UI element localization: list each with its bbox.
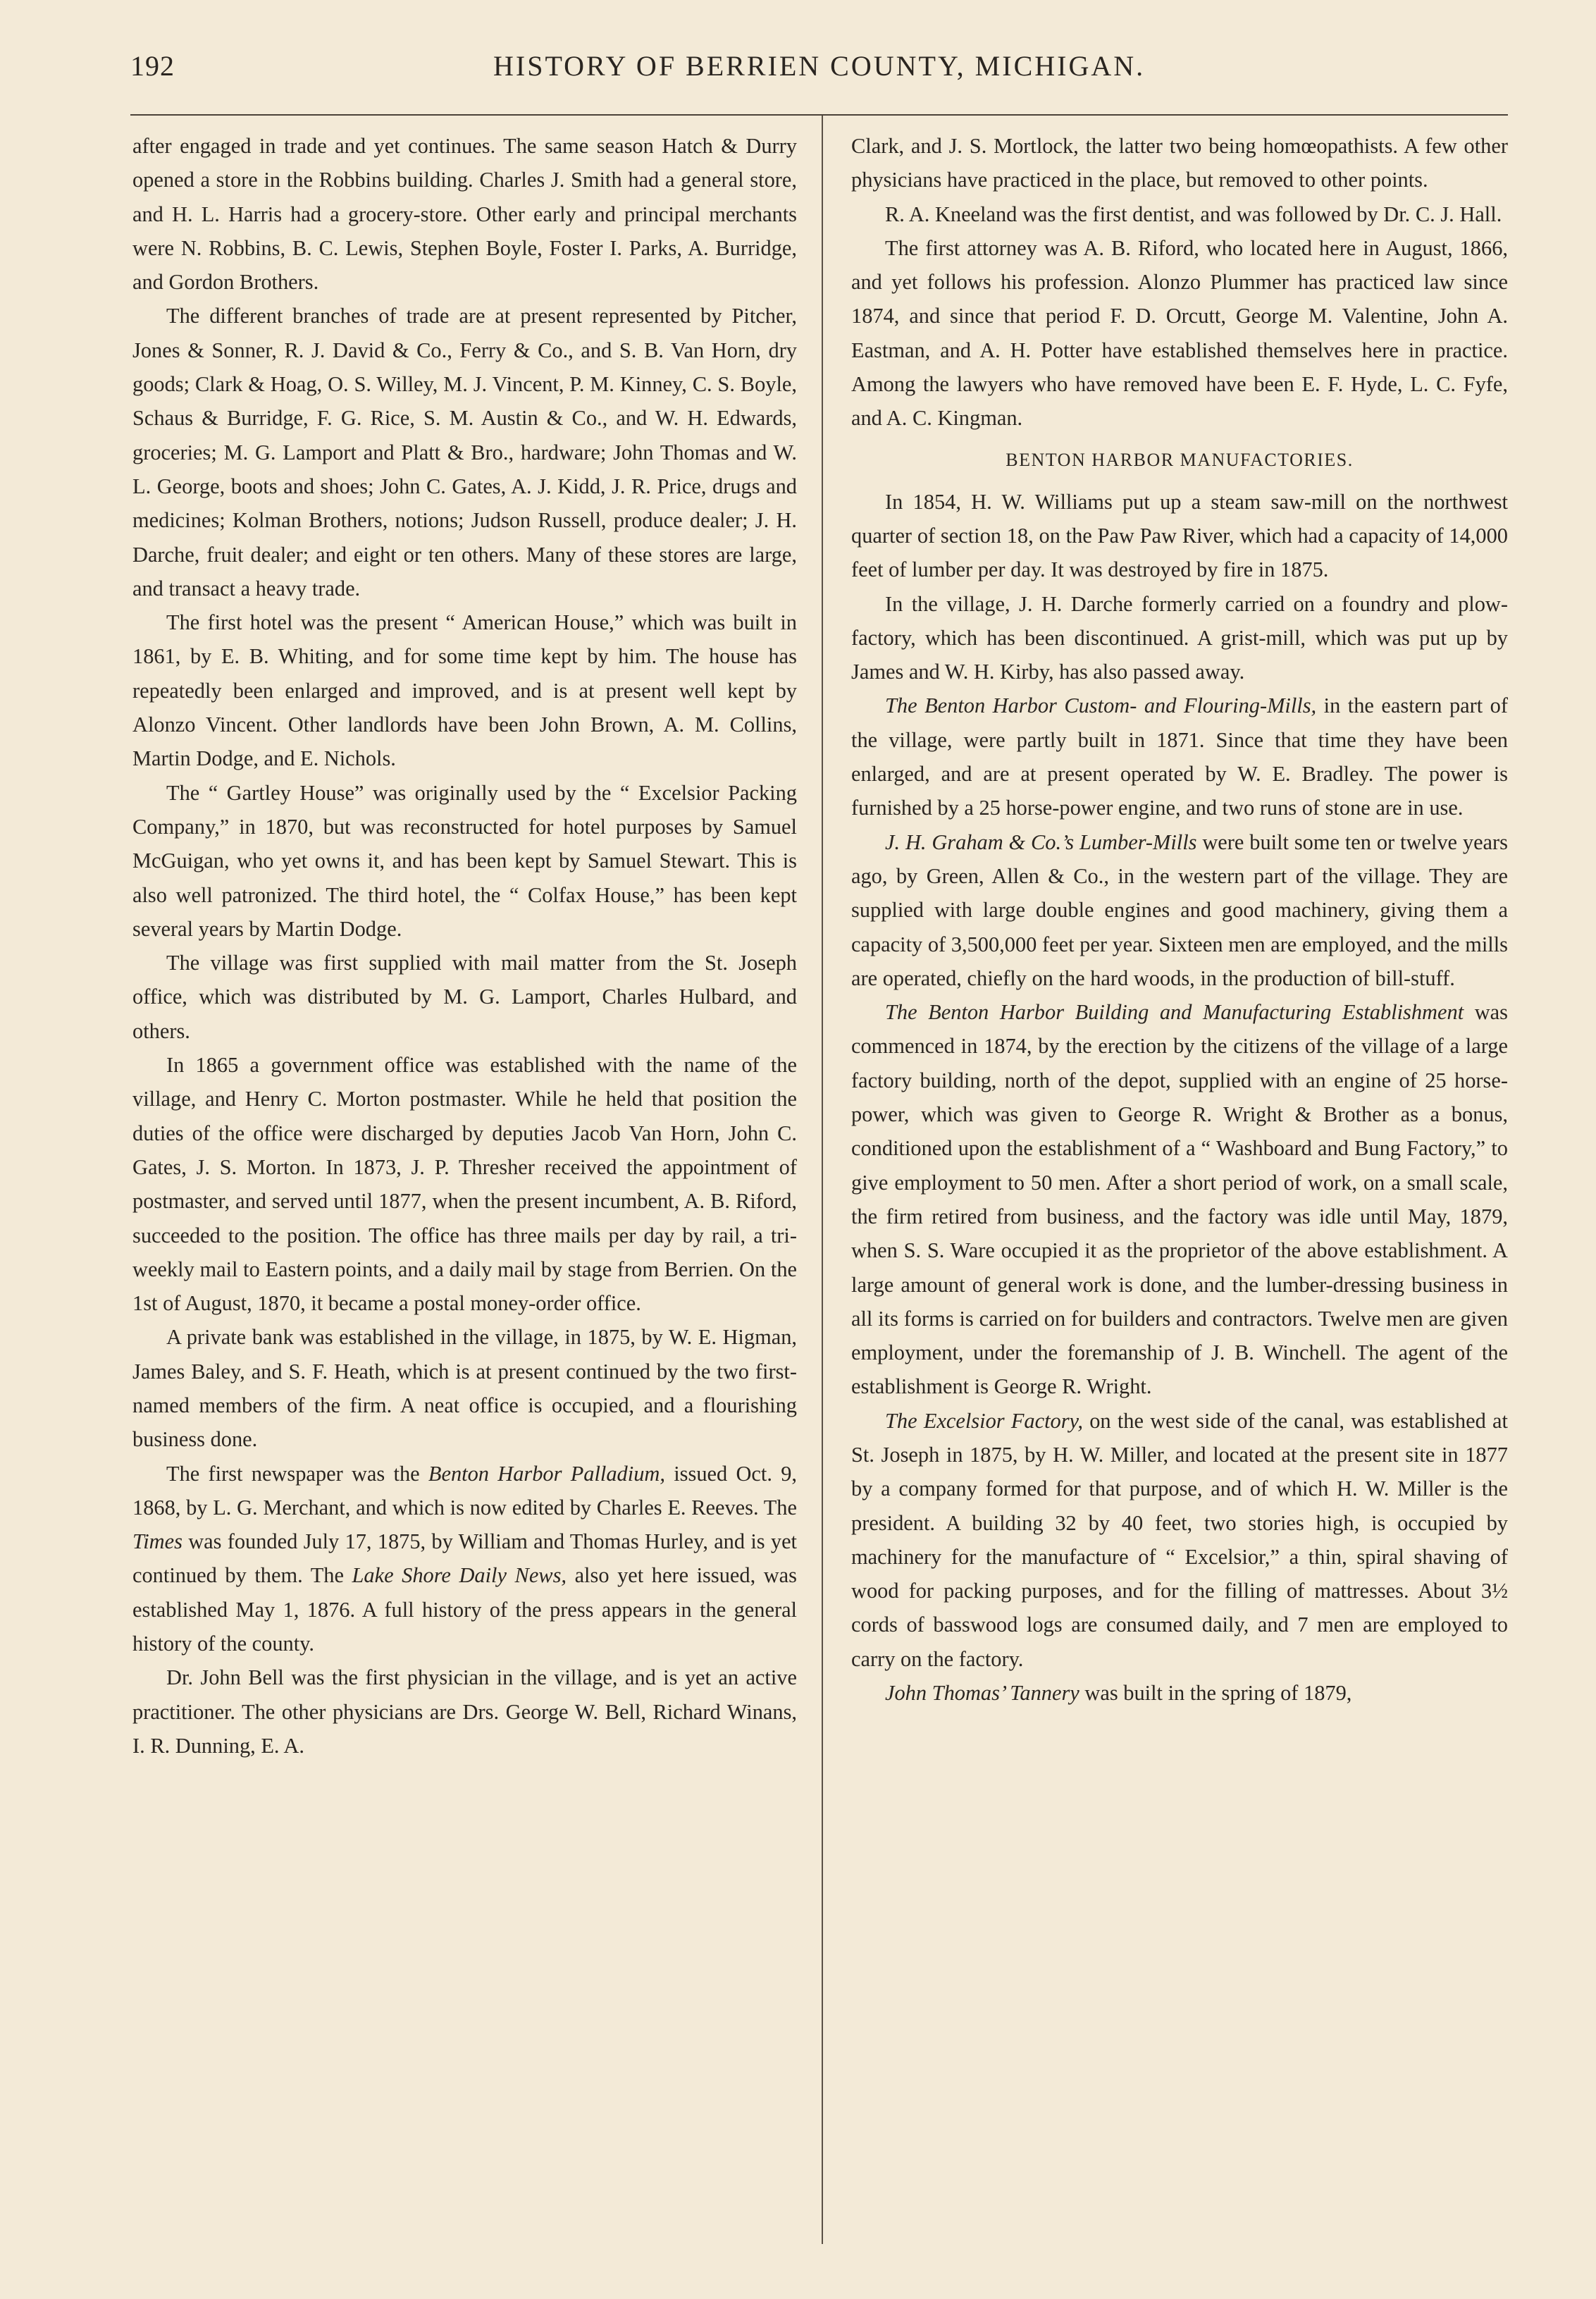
paragraph <box>851 689 1508 825</box>
paragraph <box>851 1404 1508 1676</box>
establishment-name: The Benton Harbor Building and Manufacturing Establishment <box>885 1000 1464 1025</box>
running-title: HISTORY OF BERRIEN COUNTY, MICHIGAN. <box>493 50 1146 82</box>
paragraph: In the village, J. H. Darche formerly carried on a foundry and plow-factory, which has been discontinued. A grist-mill, which was put up by James and W. H. Kirby, has also passed away. <box>851 591 1508 684</box>
text: issued Oct. 9, 1868, by L. G. Merchant, and which is now edited by Charles E. Reeves. The <box>132 1461 798 1520</box>
mill-name: J. H. Graham & Co.’s Lumber-Mills <box>885 830 1197 854</box>
column-divider <box>822 116 823 2244</box>
text: were built some ten or twelve years ago, by Green, Allen & Co., in the western part of the village. They are supplied with large double engines and good machinery, giving them a capacity of 3,500,000 feet per year. Sixteen men are employed, and the mills are operated, chiefly on the hard woods, in the production of bill-stuff. <box>851 830 1508 990</box>
paragraph: The village was first supplied with mail matter from the St. Joseph office, which was distributed by M. G. Lamport, Charles Hulbard, and others. <box>132 951 797 1043</box>
paragraph: The different branches of trade are at present represented by Pitcher, Jones & Sonner, R. J. David & Co., Ferry & Co., and S. B. Van Horn, dry goods; Clark & Hoag, O. S. Willey, M. J. Vincent, P. M. Kinney, C. S. Boyle, Schaus & Burridge, F. G. Rice, S. M. Austin & Co., and W. H. Edwards, groceries; M. G. Lamport and Platt & Bro., hardware; John Thomas and W. L. George, boots and shoes; John C. Gates, A. J. Kidd, J. R. Price, drugs and medicines; Kolman Brothers, notions; Judson Russell, produce dealer; J. H. Darche, fruit dealer; and eight or ten others. Many of these stores are large, and transact a heavy trade. <box>132 304 797 600</box>
paragraph-newspapers <box>132 1457 797 1661</box>
text: also yet here issued, was established May 1, 1876. A full history of the press appears in the general history of the county. <box>132 1563 798 1656</box>
text: was commenced in 1874, by the erection by the citizens of the village of a large factory building, north of the depot, supplied with an engine of 25 horse-power, which was given to George R. Wright & Brother as a bonus, conditioned upon the establishment of a “ Washboard and Bung Factory,” to give employment to 50 men. After a short period of work, on a small scale, the firm retired from business, and the factory was idle until May, 1879, when S. S. Ware occupied it as the proprietor of the above establishment. A large amount of general work is done, and the lumber-dressing business in all its forms is carried on for builders and contractors. Twelve men are given employment, under the foremanship of J. B. Winchell. The agent of the establishment is George R. Wright. <box>851 1000 1508 1399</box>
paragraph: Dr. John Bell was the first physician in the village, and is yet an active practitioner. The other physicians are Drs. George W. Bell, Richard Winans, I. R. Dunning, E. A. <box>132 1665 797 1758</box>
paragraph <box>851 825 1508 995</box>
left-column <box>132 129 797 1763</box>
text: on the west side of the canal, was established at St. Joseph in 1875, by H. W. Miller, and located at the present site in 1877 by a company formed for that purpose, and of which H. W. Miller is the president. A building 32 by 40 feet, two stories high, is occupied by machinery for the manufacture of “ Excelsior,” a thin, spiral shaving of wood for packing purposes, and for the filling of mattresses. About 3½ cords of basswood logs are consumed daily, and 7 men are employed to carry on the factory. <box>851 1408 1508 1671</box>
text: was built in the spring of 1879, <box>1079 1681 1352 1706</box>
tannery-name: John Thomas’ Tannery <box>885 1681 1080 1706</box>
paragraph <box>851 1676 1508 1710</box>
mill-name: The Benton Harbor Custom- and Flouring-Mills, <box>885 694 1317 718</box>
paragraph: The first hotel was the present “ American House,” which was built in 1861, by E. B. Whiting, and for some time kept by him. The house has repeatedly been enlarged and improved, and is at present well kept by Alonzo Vincent. Other landlords have been John Brown, A. M. Collins, Martin Dodge, and E. Nichols. <box>132 610 797 771</box>
newspaper-title: Times <box>132 1529 183 1554</box>
newspaper-title: Lake Shore Daily News, <box>352 1563 567 1588</box>
paragraph: Clark, and J. S. Mortlock, the latter two being homœopathists. A few other physicians have practiced in the place, but removed to other points. <box>851 134 1508 192</box>
text: was founded July 17, 1875, by William and Thomas Hurley, and is yet continued by them. The <box>132 1529 797 1588</box>
header-rule <box>130 114 1508 116</box>
paragraph <box>851 995 1508 1404</box>
factory-name: The Excelsior Factory, <box>885 1408 1083 1433</box>
section-heading: BENTON HARBOR MANUFACTORIES. <box>1006 449 1354 470</box>
text: The first newspaper was the <box>166 1461 428 1486</box>
newspaper-title: Benton Harbor Palladium, <box>428 1461 665 1486</box>
paragraph: after engaged in trade and yet continues. The same season Hatch & Durry opened a store in the Robbins building. Charles J. Smith had a general store, and H. L. Harris had a grocery-store. Other early and principal merchants were N. Robbins, B. C. Lewis, Stephen Boyle, Foster I. Parks, A. Burridge, and Gordon Brothers. <box>132 134 797 295</box>
paragraph: In 1865 a government office was established with the name of the village, and Henry C. Morton postmaster. While he held that position the duties of the office were discharged by deputies Jacob Van Horn, John C. Gates, J. S. Morton. In 1873, J. P. Thresher received the appointment of postmaster, and served until 1877, when the present incumbent, A. B. Riford, succeeded to the position. The office has three mails per day by rail, a tri-weekly mail to Eastern points, and a daily mail by stage from Berrien. On the 1st of August, 1870, it became a postal money-order office. <box>132 1053 797 1316</box>
paragraph: R. A. Kneeland was the first dentist, and was followed by Dr. C. J. Hall. <box>885 202 1502 226</box>
paragraph: A private bank was established in the village, in 1875, by W. E. Higman, James Baley, and S. F. Heath, which is at present continued by the two first-named members of the firm. A neat office is occupied, and a flourishing business done. <box>132 1325 797 1452</box>
page-number: 192 <box>130 50 175 82</box>
text: in the eastern part of the village, were partly built in 1871. Since that time they have been enlarged, and are at present operated by W. E. Bradley. The power is furnished by a 25 horse-power engine, and two runs of stone are in use. <box>851 694 1508 820</box>
paragraph: In 1854, H. W. Williams put up a steam saw-mill on the northwest quarter of section 18, on the Paw Paw River, which had a capacity of 14,000 feet of lumber per day. It was destroyed by fire in 1875. <box>851 489 1508 582</box>
paragraph: The first attorney was A. B. Riford, who located here in August, 1866, and yet follows his profession. Alonzo Plummer has practiced law since 1874, and since that period F. D. Orcutt, George M. Valentine, John A. Eastman, and A. H. Potter have established themselves here in practice. Among the lawyers who have removed have been E. F. Hyde, L. C. Fyfe, and A. C. Kingman. <box>851 235 1508 431</box>
right-column <box>851 129 1508 1710</box>
paragraph: The “ Gartley House” was originally used by the “ Excelsior Packing Company,” in 1870, but was reconstructed for hotel purposes by Samuel McGuigan, who yet owns it, and has been kept by Samuel Stewart. This is also well patronized. The third hotel, the “ Colfax House,” has been kept several years by Martin Dodge. <box>132 780 797 941</box>
